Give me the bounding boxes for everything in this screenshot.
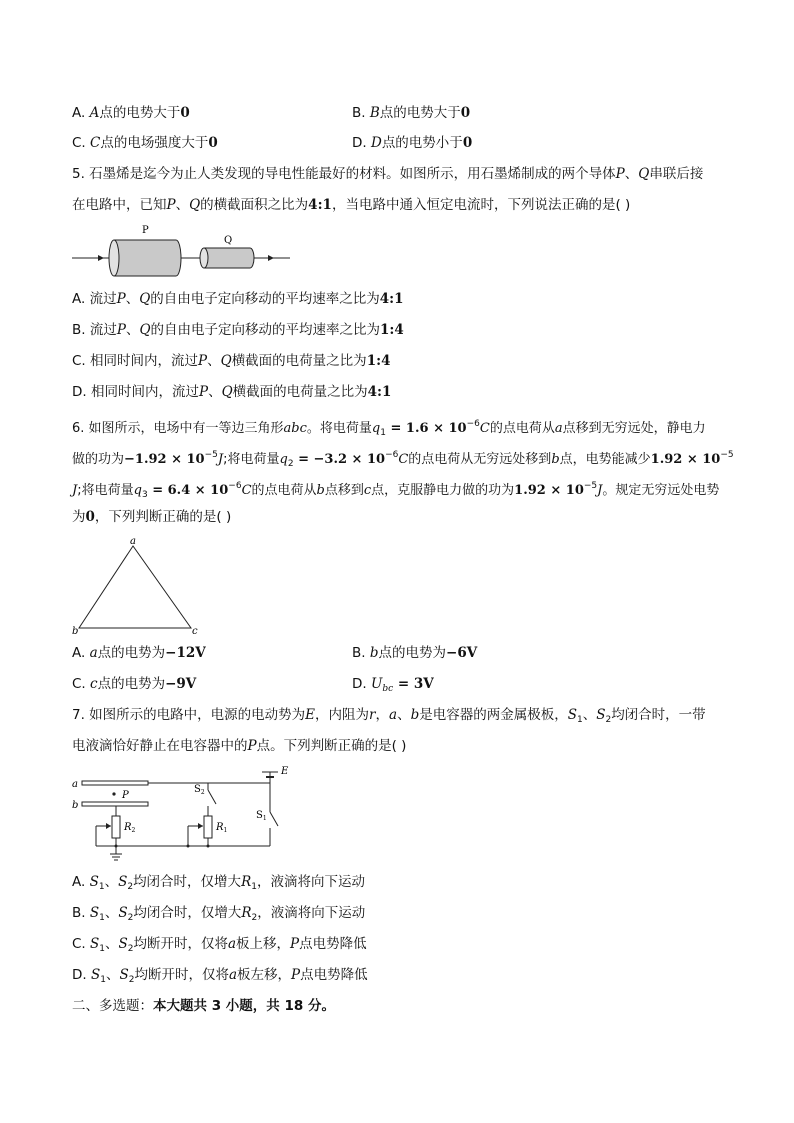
q5-stem-line1: 5. 石墨烯是迄今为止人类发现的导电性能最好的材料。如图所示，用石墨烯制成的两个导体P、Q串联后接 <box>72 166 704 182</box>
q7-stem-line1: 7. 如图所示的电路中，电源的电动势为E，内阻为r，a、b是电容器的两金属极板，$S_1$、$S_2$均闭合时，一带 <box>72 707 706 725</box>
q5-stem-line2: 在电路中，已知P、Q的横截面积之比为4:1，当电路中通入恒定电流时，下列说法正确的是( ) <box>72 197 631 213</box>
q7-option-c: C. $S_1$、$S_2$均断开时，仅将a板上移，P点电势降低 <box>72 936 367 954</box>
q4-option-b: B. B点的电势大于0 <box>352 105 471 121</box>
q6-stem-line1: 6. 如图所示，电场中有一等边三角形abc。将电荷量$q_1 = 1.6 \times 10^{-6}C$的点电荷从a点移到无穷远处，静电力 <box>72 419 706 438</box>
section-2-heading: 二、多选题：本大题共 3 小题，共 18 分。 <box>72 998 335 1014</box>
q6-option-c: C. c点的电势为−9V <box>72 676 197 692</box>
q6-figure-label-b: b <box>72 626 79 637</box>
q6-option-a: A. a点的电势为−12V <box>72 645 206 661</box>
q5-conductor-figure <box>72 222 297 284</box>
q7-option-b: B. $S_1$、$S_2$均闭合时，仅增大$R_2$，液滴将向下运动 <box>72 905 366 923</box>
q6-stem-line2: 做的功为$-1.92 \times 10^{-5}J$;将电荷量$q_2 = -3.2 \times 10^{-6}C$的点电荷从无穷远处移到b点，电势能减少$1.92 \times 10^{-5}$ <box>72 450 734 469</box>
q6-option-b: B. b点的电势为−6V <box>352 645 478 661</box>
q5-option-a: A. 流过P、Q的自由电子定向移动的平均速率之比为4:1 <box>72 291 404 307</box>
q4-option-c: C. C点的电场强度大于0 <box>72 135 218 151</box>
q7-figure-label-r2: $R_2$ <box>124 822 136 834</box>
q5-figure-label-q: Q <box>224 235 233 246</box>
q7-figure-label-e: E <box>281 766 289 777</box>
q5-figure-label-p: P <box>142 225 149 236</box>
q6-figure-label-a: a <box>130 536 136 547</box>
q7-figure-label-p: P <box>122 790 129 801</box>
q6-figure-label-c: c <box>192 626 198 637</box>
q6-option-d: D. $U_{bc} = 3V$ <box>352 676 434 694</box>
q6-stem-line3: J;将电荷量$q_3 = 6.4 \times 10^{-6}C$的点电荷从b点移到c点，克服静电力做的功为$1.92 \times 10^{-5}J$。规定无穷远处电势 <box>72 481 720 500</box>
q6-triangle-figure <box>70 536 204 638</box>
q5-option-d: D. 相同时间内，流过P、Q横截面的电荷量之比为4:1 <box>72 384 392 400</box>
q5-option-c: C. 相同时间内，流过P、Q横截面的电荷量之比为1:4 <box>72 353 391 369</box>
q7-figure-label-s2: $S_2$ <box>194 784 205 796</box>
q4-option-d: D. D点的电势小于0 <box>352 135 473 151</box>
q6-stem-line4: 为0，下列判断正确的是( ) <box>72 509 232 525</box>
q7-option-d: D. $S_1$、$S_2$均断开时，仅将a板左移，P点电势降低 <box>72 967 368 985</box>
q7-option-a: A. $S_1$、$S_2$均闭合时，仅增大$R_1$，液滴将向下运动 <box>72 874 365 892</box>
q7-figure-label-r1: $R_1$ <box>216 822 228 834</box>
q7-figure-label-a: a <box>72 779 78 790</box>
q7-stem-line2: 电液滴恰好静止在电容器中的P点。下列判断正确的是( ) <box>72 738 407 754</box>
q7-figure-label-b: b <box>72 800 79 811</box>
q7-figure-label-s1: $S_1$ <box>256 810 267 822</box>
q4-option-a: A. A点的电势大于0 <box>72 105 190 121</box>
q7-circuit-figure <box>70 760 290 866</box>
q5-option-b: B. 流过P、Q的自由电子定向移动的平均速率之比为1:4 <box>72 322 404 338</box>
